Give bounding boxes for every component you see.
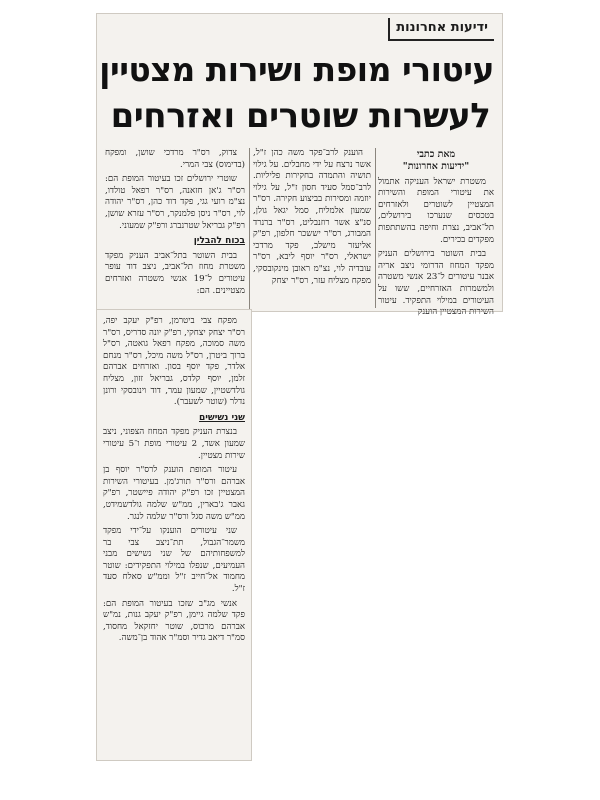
paragraph: אנשי מג"ב שזכו בעיטור המופת הם: פקד שלמה גיימן, רפ"ק יעקב גנות, נמ"ש אברהם מרכוס, שוטר יחזקאל מחסוד, סמ"ר דיאב גדיר וסמ"ר אהוד בן־משה. — [103, 598, 245, 644]
news-clipping-top — [97, 14, 502, 318]
byline-from: מאת כתבי — [416, 149, 456, 160]
article-column-left — [105, 148, 245, 313]
article-column-continued — [103, 316, 245, 754]
subheading: בכוח להבלין — [193, 236, 245, 247]
paragraph: בבית השוטר בתל־אביב העניק מפקד משטרת מחוז תל־אביב, ניצב דוד עופר עיטורים ל־19 אנשי משטרה ואזרחים מצטיינים. הם: — [105, 250, 245, 296]
paragraph: הוענק לרב־פקד משה כהן ז"ל, אשר נרצח על ידי מחבלים. על גילוי תושיה והתמדה בחקירות פליליות. לרב־סמל סעיד חסון ז"ל, על גילוי יוזמה ומסירות בביצוע חקירה. רס"ר שמעון אלמליח, סמל יגאל גולן, סנ"צ אשר רוזנבליט, רס"ר ברנרד המבורג, רס"ר יששכר חלפון, רפ"ק אליעזר מישלב, פקד מרדכי ישראלי, רס"ר יוסף ליבא, רס"ר עובדיה לוי, נצ"מ ראובן מינקובסקי, מפקח מצליח עזר, רס"ר יצחק — [253, 148, 371, 286]
headline-line-2: לעשרות שוטרים ואזרחים — [110, 96, 491, 136]
news-clipping-bottom — [97, 310, 251, 760]
paragraph: בנצרת העניק מפקד המחוז הצפוני, ניצב שמעון אשד, 2 עיטורי מופת ו־5 עיטורי שירות מצטיין. — [103, 427, 245, 461]
byline-source: "ידיעות אחרונות" — [402, 161, 470, 172]
subheading: שני נשישים — [199, 412, 245, 423]
article-column-right — [378, 148, 494, 318]
paragraph: בבית השוטר בירושלים העניק מפקד המחוז הדרומי ניצב אריה אבנר עיטורים ל־23 אנשי משטרה ולמשמרות האזרחיים, ששו על העיטורים במילוי התפקיד. עיטור השירות המצטיין הוענק — [378, 249, 494, 318]
column-rule — [375, 148, 376, 308]
article-column-middle — [253, 148, 371, 316]
paragraph: צדוק, רס"ר מרדכי שושן, ומפקח (בדימוס) צבי המרי. — [105, 148, 245, 170]
paragraph: מפקח צבי ביטרמן, רפ"ק יעקב יפה, רס"ר יצחק יצחקי, רפ"ק יונה סדריס, רס"ר משה סמוכה, מפקח רפאל גואטה, רס"ל ברוך ביטרן, רס"ל משה מיכל, רס"ר מנחם אלדר, פקד יוסף בסון. ואזרחים אברהם זלמן, יוסף קלדס, גבריאל זזון, מצליח גולדשטיין, שמעון עמר, דוד וינובסקי ורונן נדלר (שוטר לשעבר). — [103, 316, 245, 408]
section-tag: ידיעות אחרונות — [388, 18, 494, 41]
column-rule — [249, 148, 250, 316]
paragraph: שני עיטורים הוענקו על־ידי מפקד משמר־הגבול, תת־ניצב צבי בר למשפחותיהם של שני נשישים מבני העמיעים, שנפלו במילוי התפקידים: שוטר מחמוד אל־חייב ז"ל וממ"ש סאלח סעד ז"ל. — [103, 526, 245, 595]
paragraph: עיטור המופת הוענק לרס"ר יוסף בן אברהם ורס"ר תורג'מן. בעיטורי השירות המצטיין זכו רפ"ק יהודה פיישטר, רפ"ק גאבר ג'בארין, ממ"ש שלמה גולדשמידט, ממ"ש משה סגל ורס"ר שלמה לנגר. — [103, 465, 245, 522]
headline-line-1: עיטורי מופת ושירות מצטיין — [99, 50, 494, 89]
paragraph: שוטרי ירושלים זכו בעיטור המופת הם: רס"ר ג'אן חזאנה, רס"ר רפאל טולדו, נצ"מ רועי גגי, פקד דוד כהן, רס"ר יהודה לוי, רס"ר ניסן פלמנקר, רס"ר עזרא שושן, רפ"ק גבריאל שטרנברג ורפ"ק שמעוני. — [105, 174, 245, 231]
paragraph: משטרת ישראל העניקה אתמול את עיטורי המופת והשירות המצטיין לשוטרים ולאזרחים בטכסים שנערכו בירושלים, תל־אביב, נצרת וחיפה בהשתתפות מפקדים בכירים. — [378, 176, 494, 245]
